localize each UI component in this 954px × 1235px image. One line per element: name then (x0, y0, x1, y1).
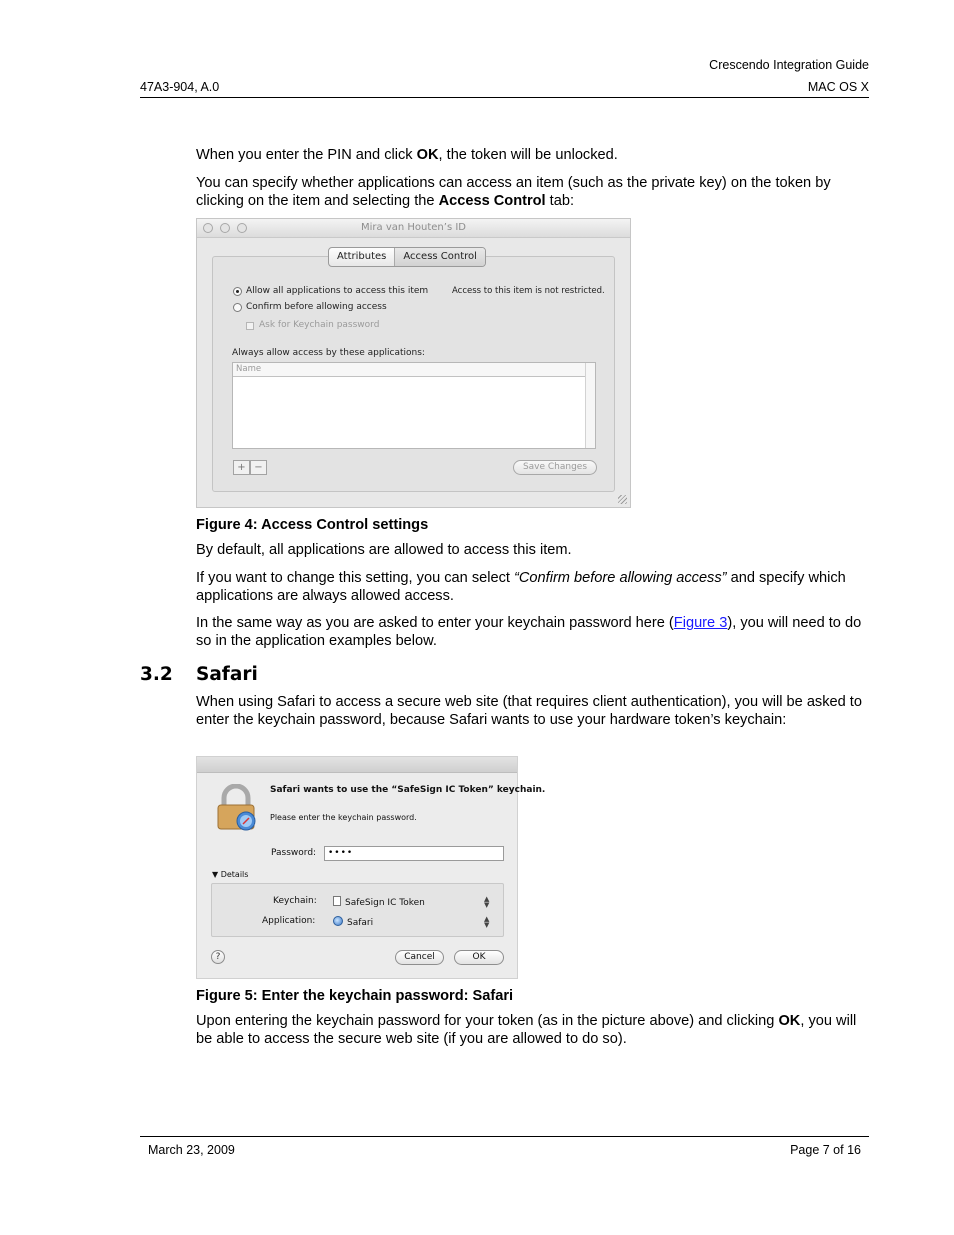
tab-access-control[interactable]: Access Control (394, 248, 485, 266)
ask-password-checkbox[interactable] (246, 322, 254, 330)
details-panel (211, 883, 504, 937)
footer-page-number: Page 7 of 16 (790, 1143, 861, 1157)
guide-title: Crescendo Integration Guide (709, 58, 869, 72)
safari-paragraph: When using Safari to access a secure web site (that requires client authentication), you will be asked to enter the keychain password, because Safari wants to use your hardware token’s keychain: (196, 694, 862, 728)
figure-4-caption: Figure 4: Access Control settings (196, 517, 429, 533)
footer-date: March 23, 2009 (148, 1143, 235, 1157)
details-disclosure[interactable]: ▼ Details (212, 870, 249, 879)
access-control-window (196, 218, 631, 508)
radio-confirm[interactable] (233, 303, 242, 312)
tab-attributes[interactable]: Attributes (337, 251, 387, 262)
dialog-heading: Safari wants to use the “SafeSign IC Token” keychain. (270, 785, 546, 795)
default-paragraph: By default, all applications are allowed to access this item. (196, 542, 572, 558)
window-titlebar (197, 219, 630, 238)
access-status-text: Access to this item is not restricted. (452, 286, 605, 296)
radio-confirm-label: Confirm before allowing access (246, 302, 387, 312)
password-input[interactable]: •••• (324, 846, 504, 861)
application-label: Application: (262, 916, 316, 926)
section-number: 3.2 (140, 664, 173, 685)
keychain-popup[interactable]: SafeSign IC Token (333, 896, 425, 908)
radio-allow-all-label: Allow all applications to access this item (246, 286, 429, 296)
dialog-subtext: Please enter the keychain password. (270, 813, 417, 822)
footer-rule (140, 1136, 869, 1137)
safari-keychain-dialog (196, 756, 546, 979)
keychain-lock-icon (215, 784, 257, 832)
platform-label: MAC OS X (807, 80, 869, 94)
safari-compass-icon (333, 916, 343, 926)
ask-password-label: Ask for Keychain password (259, 320, 380, 330)
remove-application-button[interactable]: − (250, 460, 267, 475)
add-application-button[interactable]: + (233, 460, 250, 475)
radio-allow-all[interactable] (233, 287, 242, 296)
keychain-popup-arrows-icon[interactable]: ▲ ▼ (484, 895, 490, 909)
figure-5-caption: Figure 5: Enter the keychain password: Safari (196, 988, 514, 1004)
change-setting-paragraph: If you want to change this setting, you can select “Confirm before allowing access” and specify which applications are always allowed access. (196, 570, 846, 604)
tab-bar (328, 247, 486, 267)
resize-grip-icon[interactable] (618, 495, 627, 504)
document-icon (333, 896, 341, 906)
list-column-name[interactable]: Name (233, 363, 585, 377)
same-way-paragraph: In the same way as you are asked to enter your keychain password here (Figure 3), you will need to do so in the application examples below. (196, 615, 862, 649)
intro-paragraph-2: You can specify whether applications can access an item (such as the private key) on the token by clicking on the item and selecting the Access Control tab: (196, 175, 831, 209)
application-popup[interactable]: Safari (333, 916, 373, 928)
window-title: Mira van Houten’s ID (361, 222, 466, 233)
applications-list[interactable] (232, 362, 596, 449)
save-changes-button[interactable]: Save Changes (513, 460, 597, 475)
cancel-button[interactable]: Cancel (395, 950, 444, 965)
ok-button[interactable]: OK (454, 950, 504, 965)
list-scrollbar[interactable] (585, 363, 595, 448)
disclosure-triangle-icon: ▼ (212, 870, 219, 879)
help-button[interactable]: ? (211, 950, 225, 964)
doc-id: 47A3-904, A.0 (140, 80, 220, 94)
always-allow-label: Always allow access by these applications: (232, 348, 425, 358)
dialog-titlebar (197, 757, 517, 773)
header-rule (140, 97, 869, 98)
password-label: Password: (271, 848, 317, 858)
intro-paragraph-1: When you enter the PIN and click OK, the token will be unlocked. (196, 147, 618, 163)
keychain-label: Keychain: (273, 896, 317, 906)
closing-paragraph: Upon entering the keychain password for your token (as in the picture above) and clicking OK, you will be able to access the secure web site (if you are allowed to do so). (196, 1013, 857, 1047)
application-popup-arrows-icon[interactable]: ▲ ▼ (484, 915, 490, 929)
figure-3-link[interactable]: Figure 3 (673, 615, 728, 631)
section-title: Safari (196, 664, 258, 685)
